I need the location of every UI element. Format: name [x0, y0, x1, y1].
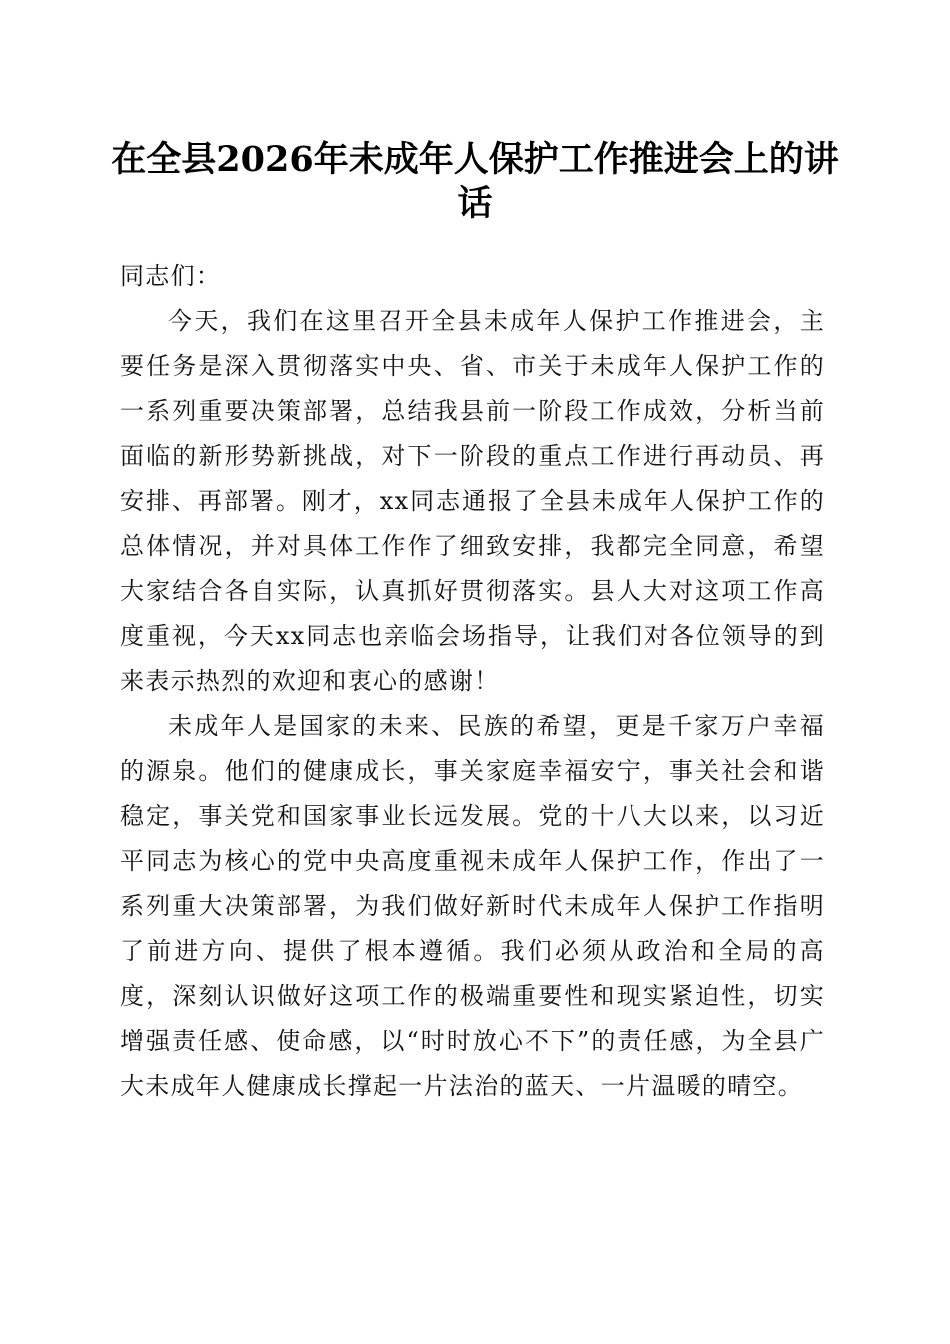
paragraph-2: 未成年人是国家的未来、民族的希望，更是千家万户幸福的源泉。他们的健康成长，事关家庭幸福安宁，事关社会和谐稳定，事关党和国家事业长远发展。党的十八大以来，以习近平同志为核心的党中央高度重视未成年人保护工作，作出了一系列重大决策部署，为我们做好新时代未成年人保护工作指明了前进方向、提供了根本遵循。我们必须从政治和全局的高度，深刻认识做好这项工作的极端重要性和现实紧迫性，切实增强责任感、使命感，以“时时放心不下”的责任感，为全县广大未成年人健康成长撑起一片法治的蓝天、一片温暖的晴空。 [120, 712, 825, 1100]
paragraph-1: 今天，我们在这里召开全县未成年人保护工作推进会，主要任务是深入贯彻落实中央、省、市关于未成年人保护工作的一系列重要决策部署，总结我县前一阶段工作成效，分析当前面临的新形势新挑战，对下一阶段的重点工作进行再动员、再安排、再部署。刚才，xx同志通报了全县未成年人保护工作的总体情况，并对具体工作作了细致安排，我都完全同意，希望大家结合各自实际，认真抓好贯彻落实。县人大对这项工作高度重视，今天xx同志也亲临会场指导，让我们对各位领导的到来表示热烈的欢迎和衷心的感谢！ [120, 307, 825, 695]
document-body [120, 254, 825, 1109]
document-title: 在全县2026年未成年人保护工作推进会上的讲话 [111, 139, 839, 224]
salutation: 同志们： [120, 262, 222, 290]
